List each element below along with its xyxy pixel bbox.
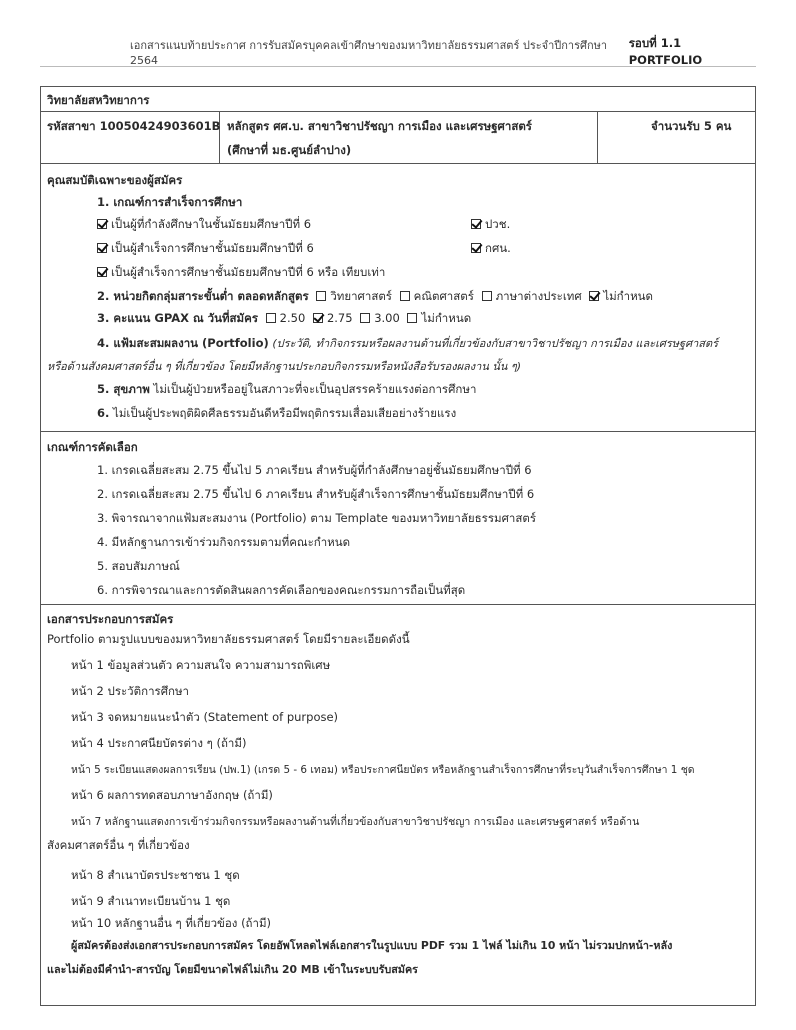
list-item: หน้า 4 ประกาศนียบัตรต่าง ๆ (ถ้ามี) — [71, 736, 247, 750]
checkbox-empty-icon — [407, 313, 417, 323]
checkbox-empty-icon — [266, 313, 276, 323]
list-item: หน้า 8 สำเนาบัตรประชาชน 1 ชุด — [71, 868, 240, 882]
college-name: วิทยาลัยสหวิทยาการ — [47, 93, 150, 107]
submission-note-continued: และไม่ต้องมีคำนำ-สารบัญ โดยมีขนาดไฟล์ไม่เกิน 20 MB เข้าในระบบรับสมัคร — [47, 963, 418, 976]
column-divider — [597, 112, 598, 163]
qualifications-section — [41, 164, 755, 432]
criterion-2: 2. หน่วยกิตกลุ่มสาระขั้นต่ำ ตลอดหลักสูตร วิทยาศาสตร์ คณิตศาสตร์ ภาษาต่างประเทศ ไม่กำหนด — [97, 289, 654, 303]
checkbox-empty-icon — [316, 291, 326, 301]
checkbox-checked-icon — [471, 219, 481, 229]
checkbox-item: เป็นผู้ที่กำลังศึกษาในชั้นมัธยมศึกษาปีที่ 6 — [97, 216, 311, 234]
checkbox-item: เป็นผู้สำเร็จการศึกษาชั้นมัธยมศึกษาปีที่ 6 หรือ เทียบเท่า — [97, 264, 385, 282]
page-header — [40, 36, 756, 67]
list-item: หน้า 7 หลักฐานแสดงการเข้าร่วมกิจกรรมหรือผลงานด้านที่เกี่ยวข้องกับสาขาวิชาปรัชญา การเมือง และเศรษฐศาสตร์ หรือด้าน — [71, 816, 640, 828]
list-item: 3. พิจารณาจากแฟ้มสะสมงาน (Portfolio) ตาม Template ของมหาวิทยาลัยธรรมศาสตร์ — [97, 511, 537, 525]
checkbox-item: ปวช. — [471, 216, 510, 234]
documents-intro: Portfolio ตามรูปแบบของมหาวิทยาลัยธรรมศาสตร์ โดยมีรายละเอียดดังนี้ — [47, 632, 410, 646]
criterion-4: 4. แฟ้มสะสมผลงาน (Portfolio) (ประวัติ, ทำกิจกรรมหรือผลงานด้านที่เกี่ยวข้องกับสาขาวิชาปรัชญา การเมือง และเศรษฐศาสตร์ — [97, 336, 719, 350]
documents-section — [41, 605, 755, 1005]
qualifications-title: คุณสมบัติเฉพาะของผู้สมัคร — [47, 173, 183, 187]
list-item: 5. สอบสัมภาษณ์ — [97, 559, 180, 573]
program-table — [40, 86, 756, 1006]
list-item: 4. มีหลักฐานการเข้าร่วมกิจกรรมตามที่คณะกำหนด — [97, 535, 351, 549]
criterion-1-title: 1. เกณฑ์การสำเร็จการศึกษา — [97, 195, 243, 209]
criterion-6: 6. ไม่เป็นผู้ประพฤติผิดศีลธรรมอันดีหรือมีพฤติกรรมเสื่อมเสียอย่างร้ายแรง — [97, 406, 457, 420]
header-text: เอกสารแนบท้ายประกาศ การรับสมัครบุคคลเข้าศึกษาของมหาวิทยาลัยธรรมศาสตร์ ประจำปีการศึกษา 2564 — [130, 38, 608, 67]
list-item: หน้า 10 หลักฐานอื่น ๆ ที่เกี่ยวข้อง (ถ้ามี) — [71, 916, 272, 930]
list-item: หน้า 6 ผลการทดสอบภาษาอังกฤษ (ถ้ามี) — [71, 788, 273, 802]
list-item: 6. การพิจารณาและการตัดสินผลการคัดเลือกของคณะกรรมการถือเป็นที่สุด — [97, 583, 466, 597]
checkbox-checked-icon — [97, 219, 107, 229]
criterion-5: 5. สุขภาพ ไม่เป็นผู้ป่วยหรืออยู่ในสภาวะที่จะเป็นอุปสรรคร้ายแรงต่อการศึกษา — [97, 382, 477, 396]
selection-section — [41, 432, 755, 605]
list-item: หน้า 5 ระเบียนแสดงผลการเรียน (ปพ.1) (เกรด 5 - 6 เทอม) หรือประกาศนียบัตร หรือหลักฐานสำเร็จการศึกษาที่ระบุวันสำเร็จการศึกษา 1 ชุด — [71, 764, 695, 776]
list-item: 1. เกรดเฉลี่ยสะสม 2.75 ขึ้นไป 5 ภาคเรียน สำหรับผู้ที่กำลังศึกษาอยู่ชั้นมัธยมศึกษาปีที่ 6 — [97, 463, 532, 477]
checkbox-checked-icon — [97, 267, 107, 277]
program-quota: จำนวนรับ 5 คน — [651, 119, 732, 133]
list-item: 2. เกรดเฉลี่ยสะสม 2.75 ขึ้นไป 6 ภาคเรียน สำหรับผู้สำเร็จการศึกษาชั้นมัธยมศึกษาปีที่ 6 — [97, 487, 535, 501]
checkbox-checked-icon — [313, 313, 323, 323]
documents-title: เอกสารประกอบการสมัคร — [47, 612, 174, 626]
list-item: หน้า 2 ประวัติการศึกษา — [71, 684, 190, 698]
list-item: หน้า 3 จดหมายแนะนำตัว (Statement of purpose) — [71, 710, 339, 724]
checkbox-empty-icon — [360, 313, 370, 323]
program-row — [41, 112, 755, 164]
program-name: หลักสูตร ศศ.บ. สาขาวิชาปรัชญา การเมือง และเศรษฐศาสตร์ — [227, 119, 532, 133]
checkbox-empty-icon — [400, 291, 410, 301]
checkbox-checked-icon — [589, 291, 599, 301]
program-campus: (ศึกษาที่ มธ.ศูนย์ลำปาง) — [227, 143, 352, 157]
list-item: หน้า 1 ข้อมูลส่วนตัว ความสนใจ ความสามารถพิเศษ — [71, 658, 331, 672]
criterion-4-desc: หรือด้านสังคมศาสตร์อื่น ๆ ที่เกี่ยวข้อง โดยมีหลักฐานประกอบกิจกรรมหรือหนังสือรับรองผลงาน นั้น ๆ) — [47, 360, 522, 373]
submission-note: ผู้สมัครต้องส่งเอกสารประกอบการสมัคร โดยอัพโหลดไฟล์เอกสารในรูปแบบ PDF รวม 1 ไฟล์ ไม่เกิน 10 หน้า ไม่รวมปกหน้า-หลัง — [71, 939, 673, 952]
round-label: รอบที่ 1.1 PORTFOLIO — [628, 36, 703, 67]
checkbox-item: เป็นผู้สำเร็จการศึกษาชั้นมัธยมศึกษาปีที่ 6 — [97, 240, 314, 258]
list-item-continued: สังคมศาสตร์อื่น ๆ ที่เกี่ยวข้อง — [47, 838, 190, 852]
header-divider — [40, 66, 756, 67]
checkbox-checked-icon — [97, 243, 107, 253]
checkbox-empty-icon — [482, 291, 492, 301]
criterion-3: 3. คะแนน GPAX ณ วันที่สมัคร 2.50 2.75 3.00 ไม่กำหนด — [97, 311, 472, 325]
selection-title: เกณฑ์การคัดเลือก — [47, 440, 138, 454]
list-item: หน้า 9 สำเนาทะเบียนบ้าน 1 ชุด — [71, 894, 231, 908]
college-row — [41, 87, 755, 112]
checkbox-item: กศน. — [471, 240, 511, 258]
checkbox-checked-icon — [471, 243, 481, 253]
program-code: รหัสสาขา 10050424903601B — [47, 119, 221, 133]
